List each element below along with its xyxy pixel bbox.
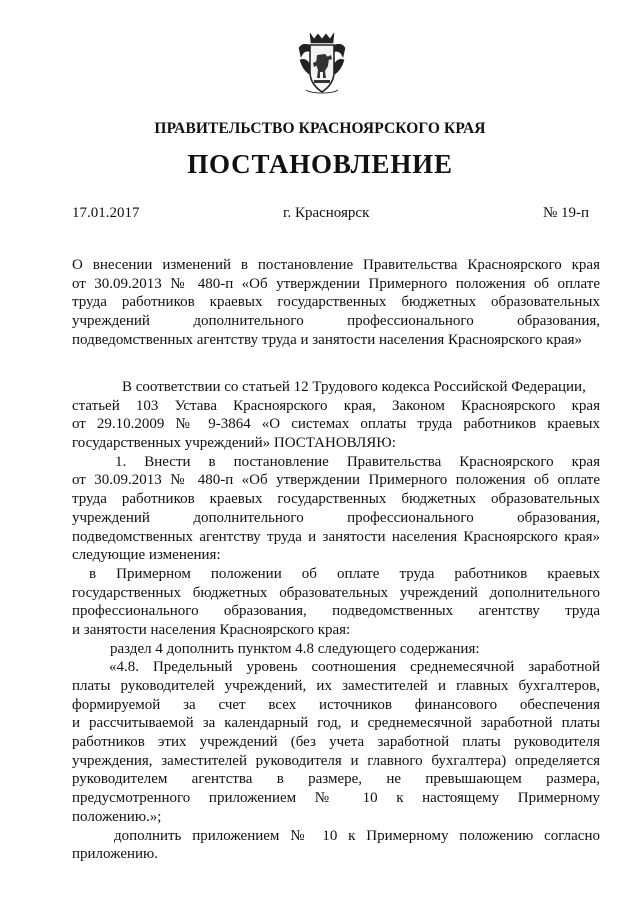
title-line: подведомственных агентству труда и занятости населения Красноярского края» xyxy=(72,331,583,348)
body-line: государственных бюджетных образовательных учреждений дополнительного xyxy=(72,584,600,601)
krasnoyarsk-krai-coat-of-arms-icon xyxy=(296,30,348,96)
body-line: в Примерном положении об оплате труда работников краевых xyxy=(89,565,600,582)
body-line: учреждений дополнительного профессионального образования, xyxy=(72,509,600,526)
title-line: О внесении изменений в постановление Правительства Красноярского края xyxy=(72,257,600,273)
body-line: формируемой за счет всех источников финансового обеспечения xyxy=(72,696,600,713)
body-line: подведомственных агентству труда и занятости населения Красноярского края» xyxy=(72,528,600,545)
body-line: и рассчитываемой за календарный год, и среднемесячной заработной платы xyxy=(72,715,600,732)
body-line: следующие изменения: xyxy=(72,547,221,564)
body-line: предусмотренного приложением № 10 к настоящему Примерному xyxy=(72,790,600,807)
body-line: учреждения, заместителей руководителя и главного бухгалтера) определяется xyxy=(72,752,600,769)
body-line: статьей 103 Устава Красноярского края, Законом Красноярского края xyxy=(72,397,600,414)
body-line: приложению. xyxy=(72,846,159,863)
body-line: 1. Внести в постановление Правительства Красноярского края xyxy=(115,453,600,470)
title-line: от 30.09.2013 № 480-п «Об утверждении Примерного положения об оплате xyxy=(72,275,600,292)
body-line: «4.8. Предельный уровень соотношения среднемесячной заработной xyxy=(109,659,600,676)
body-line: работников этих учреждений (без учета заработной платы руководителя xyxy=(72,734,600,751)
body-line: раздел 4 дополнить пунктом 4.8 следующего содержания: xyxy=(110,640,480,657)
body-line: государственных учреждений» ПОСТАНОВЛЯЮ: xyxy=(72,435,396,452)
body-line: труда работников краевых государственных бюджетных образовательных xyxy=(72,491,600,508)
body-line: В соответствии со статьей 12 Трудового кодекса Российской Федерации, xyxy=(122,379,586,395)
document-type-heading: ПОСТАНОВЛЕНИЕ xyxy=(187,149,453,179)
document-body xyxy=(72,378,600,864)
body-line: платы руководителей учреждений, их заместителей и главных бухгалтеров, xyxy=(72,678,600,694)
organization-name: ПРАВИТЕЛЬСТВО КРАСНОЯРСКОГО КРАЯ xyxy=(154,120,486,137)
body-line: дополнить приложением № 10 к Примерному положению согласно xyxy=(114,827,600,844)
document-city: г. Красноярск xyxy=(283,205,370,221)
document-date: 17.01.2017 xyxy=(72,205,140,221)
document-number: № 19-п xyxy=(543,205,590,221)
body-line: от 30.09.2013 № 480-п «Об утверждении Примерного положения об оплате xyxy=(72,472,600,489)
document-title xyxy=(72,256,600,349)
body-line: профессионального образования, подведомственных агентству труда xyxy=(72,603,600,620)
body-line: от 29.10.2009 № 9-3864 «О системах оплаты труда работников краевых xyxy=(72,416,600,433)
title-line: учреждений дополнительного профессионального образования, xyxy=(72,313,600,330)
body-line: и занятости населения Красноярского края: xyxy=(72,621,351,638)
body-line: положению.»; xyxy=(72,808,162,825)
title-line: труда работников краевых государственных бюджетных образовательных xyxy=(72,294,600,311)
body-line: руководителем агентства в размере, не превышающем размера, xyxy=(72,771,600,788)
